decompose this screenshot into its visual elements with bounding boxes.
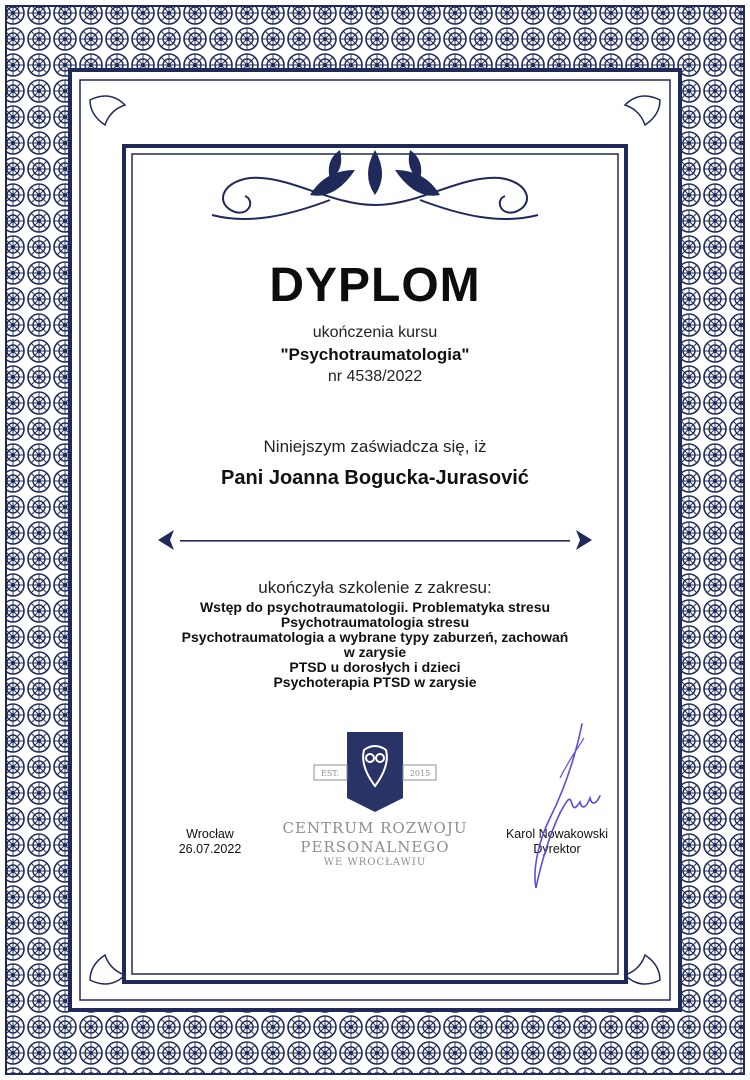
organization-logo (310, 728, 440, 818)
topic-item: PTSD u dorosłych i dzieci (289, 659, 461, 675)
course-name: "Psychotraumatologia" (280, 345, 470, 364)
logo-year: 2015 (409, 769, 431, 778)
signature-icon (520, 718, 610, 898)
logo-line3: WE WROCŁAWIU (323, 857, 427, 868)
signer-role: Dyrektor (533, 842, 581, 856)
topic-item: Psychotraumatologia stresu (280, 614, 470, 630)
certify-line: Niniejszym zaświadcza się, iż (263, 437, 487, 456)
place-date (160, 827, 260, 857)
topics-list (0, 600, 750, 690)
signer-name: Karol Nowakowski (505, 827, 609, 841)
recipient-name: Pani Joanna Bogucka-Jurasović (221, 467, 529, 489)
topic-item: Wstęp do psychotraumatologii. Problematyka stresu (199, 599, 551, 615)
topic-item: w zarysie (343, 644, 407, 660)
completed-line: ukończyła szkolenie z zakresu: (258, 578, 492, 597)
city: Wrocław (186, 827, 234, 841)
completion-line: ukończenia kursu (312, 324, 438, 341)
date: 26.07.2022 (178, 842, 242, 856)
topic-item: Psychotraumatologia a wybrane typy zaburzeń, zachowań (181, 629, 569, 645)
logo-line1: CENTRUM ROZWOJU (282, 819, 468, 837)
diploma-number: nr 4538/2022 (327, 368, 423, 385)
topic-item: Psychoterapia PTSD w zarysie (273, 674, 477, 690)
logo-line2: PERSONALNEGO (300, 838, 450, 856)
diploma-title: DYPLOM (269, 259, 481, 312)
logo-est: EST. (320, 769, 340, 778)
